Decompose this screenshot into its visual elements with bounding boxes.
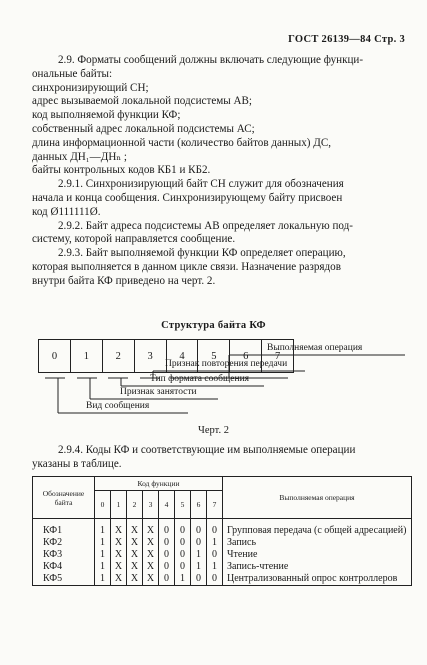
bit-value-cell: 0: [191, 519, 207, 538]
col-header-name: Обозначение байта: [33, 477, 95, 519]
text-line: 2.9.3. Байт выполняемой функции КФ определяет операцию,: [58, 247, 346, 260]
bit-header: 6: [191, 491, 207, 519]
text-line: синхронизирующий СН;: [32, 81, 149, 94]
text-line: начала и конца сообщения. Синхронизирующему байту присвоен: [32, 191, 343, 204]
bit-header: 1: [111, 491, 127, 519]
bit-header: 0: [95, 491, 111, 519]
bit-value-cell: X: [111, 549, 127, 561]
bit-value-cell: X: [143, 537, 159, 549]
bit-value-cell: X: [143, 549, 159, 561]
diagram-title: Структура байта КФ: [161, 320, 266, 331]
bit-header: 7: [207, 491, 223, 519]
table-row: [33, 561, 412, 573]
bit-value-cell: X: [127, 573, 143, 586]
label-busy: Признак занятости: [120, 387, 197, 397]
col-header-operation: Выполняемая операция: [223, 477, 412, 519]
bit-cell: 6: [230, 340, 262, 372]
row-name-cell: КФ3: [33, 549, 95, 561]
row-operation-cell: Запись-чтение: [223, 561, 412, 573]
row-operation-cell: Чтение: [223, 549, 412, 561]
text-line: длина информационной части (количество байтов данных) ДС,: [32, 136, 331, 149]
text-line: систему, которой направляется сообщение.: [32, 233, 236, 246]
bit-value-cell: X: [143, 573, 159, 586]
text-line: код выполняемой функции КФ;: [32, 109, 181, 122]
bit-value-cell: 0: [175, 537, 191, 549]
bit-value-cell: X: [111, 537, 127, 549]
bit-value-cell: 0: [175, 549, 191, 561]
table-row: [33, 573, 412, 586]
text-line: собственный адрес локальной подсистемы АС;: [32, 122, 255, 135]
label-format: Тип формата сообщения: [150, 374, 250, 384]
bit-cell: 3: [135, 340, 167, 372]
bit-value-cell: 0: [207, 519, 223, 538]
function-codes-table: [32, 476, 412, 586]
bit-value-cell: X: [143, 561, 159, 573]
col-header-code: Код функции: [95, 477, 223, 491]
text-line: байты контрольных кодов КБ1 и КБ2.: [32, 164, 211, 177]
bit-value-cell: 1: [95, 519, 111, 538]
bit-value-cell: X: [111, 561, 127, 573]
bit-value-cell: X: [127, 561, 143, 573]
bit-value-cell: X: [111, 573, 127, 586]
bit-value-cell: X: [127, 537, 143, 549]
text-line: указаны в таблице.: [32, 457, 122, 470]
table-row: [33, 519, 412, 538]
text-line: 2.9.2. Байт адреса подсистемы АВ определяет локальную под-: [58, 219, 353, 232]
bit-value-cell: 0: [159, 537, 175, 549]
bit-value-cell: 1: [95, 573, 111, 586]
bit-value-cell: 0: [159, 573, 175, 586]
text-line: ональные байты:: [32, 67, 113, 80]
bit-value-cell: 1: [95, 561, 111, 573]
text-line: 2.9. Форматы сообщений должны включать следующие функци-: [58, 54, 364, 66]
bit-header: 5: [175, 491, 191, 519]
text-line: которая выполняется в данном цикле связи. Назначение разрядов: [32, 260, 341, 273]
row-name-cell: КФ2: [33, 537, 95, 549]
bit-header: 3: [143, 491, 159, 519]
text-line: адрес вызываемой локальной подсистемы АВ;: [32, 95, 252, 108]
bit-value-cell: 1: [175, 573, 191, 586]
bit-value-cell: 0: [159, 519, 175, 538]
bit-value-cell: X: [143, 519, 159, 538]
bit-cell: 0: [39, 340, 71, 372]
bit-value-cell: 0: [159, 561, 175, 573]
bit-value-cell: 1: [207, 561, 223, 573]
bit-value-cell: 1: [191, 561, 207, 573]
text-line: внутри байта КФ приведено на черт. 2.: [32, 274, 216, 287]
bit-value-cell: 0: [191, 537, 207, 549]
bit-value-cell: X: [127, 519, 143, 538]
bit-value-cell: X: [111, 519, 127, 538]
bit-value-cell: 1: [207, 537, 223, 549]
figure-caption: Черт. 2: [198, 425, 229, 436]
text-line: 2.9.1. Синхронизирующий байт СН служит для обозначения: [58, 178, 344, 191]
bit-value-cell: 1: [191, 549, 207, 561]
paragraph-2-9-4: [32, 444, 412, 472]
bit-value-cell: 0: [175, 519, 191, 538]
label-kind: Вид сообщения: [86, 401, 150, 411]
bit-value-cell: X: [127, 549, 143, 561]
table-body: [33, 519, 412, 586]
row-name-cell: КФ5: [33, 573, 95, 586]
bit-header: 2: [127, 491, 143, 519]
label-operation: Выполняемая операция: [267, 343, 363, 353]
row-operation-cell: Групповая передача (с общей адресацией): [223, 519, 412, 538]
bit-cell: 2: [103, 340, 135, 372]
bit-value-cell: 1: [95, 549, 111, 561]
bit-cell: 7: [274, 350, 281, 362]
bit-value-cell: 0: [175, 561, 191, 573]
bit-cell: 5: [198, 340, 230, 372]
table-row: [33, 549, 412, 561]
bit-cell: 1: [71, 340, 103, 372]
page-header: ГОСТ 26139—84 Стр. 3: [288, 34, 405, 45]
bit-value-cell: 0: [207, 549, 223, 561]
bit-value-cell: 1: [95, 537, 111, 549]
text-line: данных ДН₁—ДНₙ ;: [32, 150, 127, 163]
bit-value-cell: 0: [191, 573, 207, 586]
bit-cell: 4: [167, 340, 199, 372]
text-line: код Ø111111Ø.: [32, 205, 101, 218]
text-line: 2.9.4. Коды КФ и соответствующие им выполняемые операции: [58, 444, 356, 456]
row-name-cell: КФ1: [33, 519, 95, 538]
table-row: [33, 537, 412, 549]
bit-header: 4: [159, 491, 175, 519]
bit-value-cell: 0: [207, 573, 223, 586]
bit-value-cell: 0: [159, 549, 175, 561]
row-operation-cell: Централизованный опрос контроллеров: [223, 573, 412, 586]
row-operation-cell: Запись: [223, 537, 412, 549]
label-repeat: Признак повторения передачи: [165, 359, 288, 369]
row-name-cell: КФ4: [33, 561, 95, 573]
